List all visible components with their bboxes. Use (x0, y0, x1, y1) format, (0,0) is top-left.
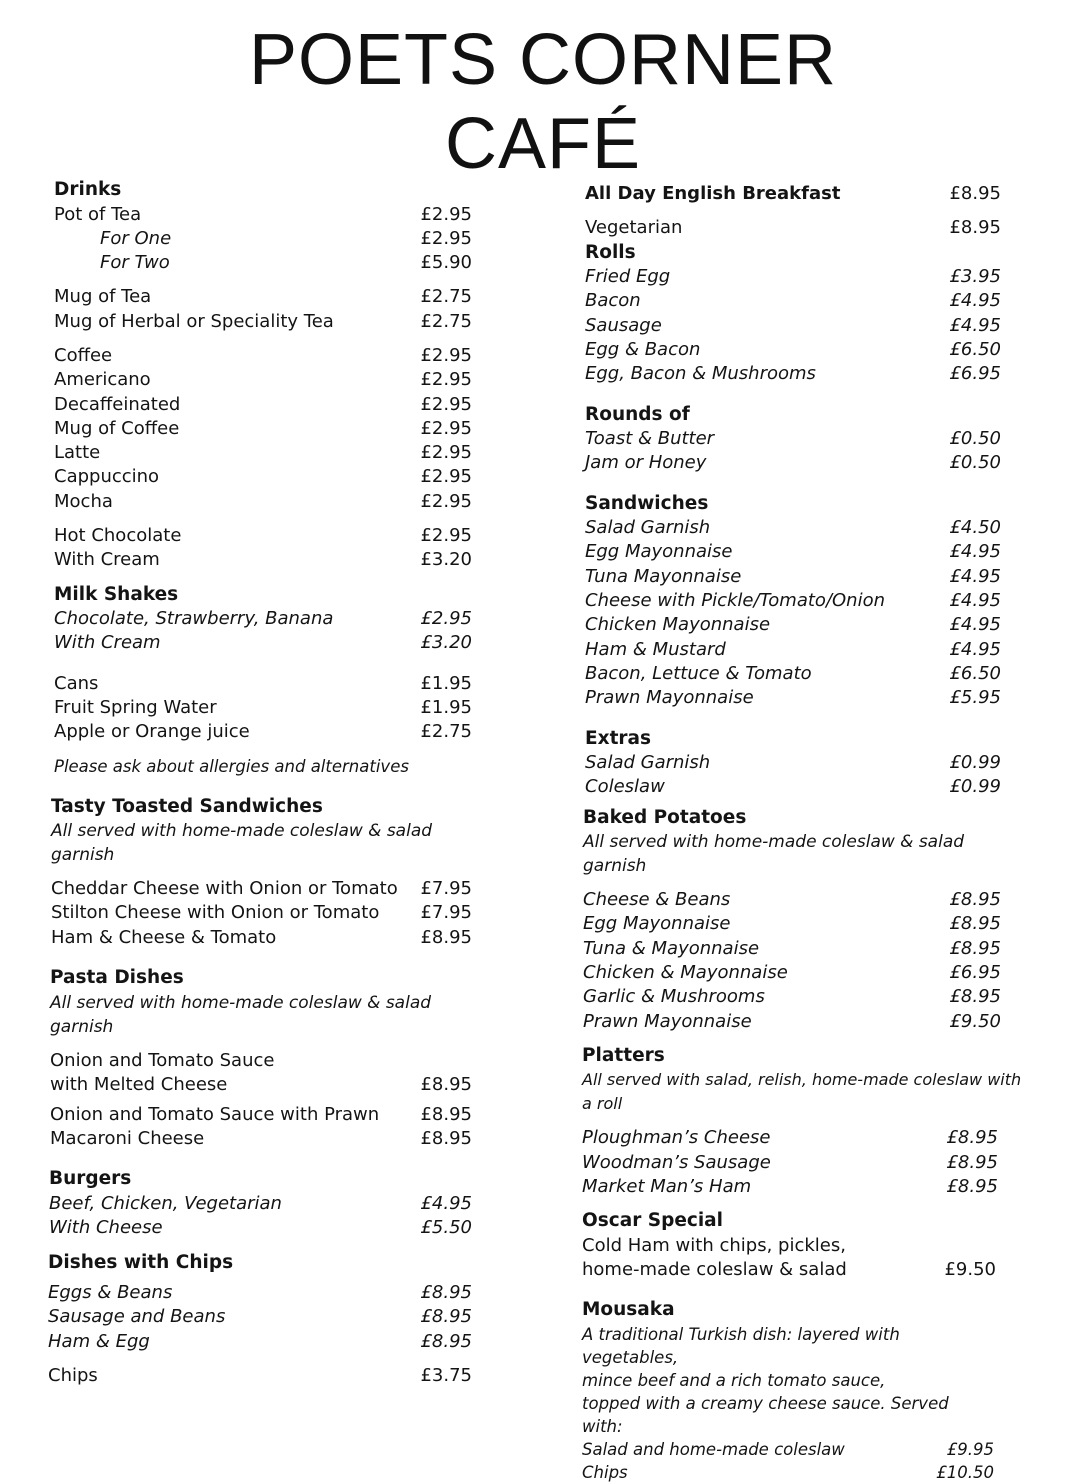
item-price: £8.95 (420, 1282, 472, 1304)
menu-item (582, 1126, 998, 1150)
item-name: Chips (582, 1462, 628, 1482)
menu-item (50, 1073, 472, 1097)
item-name: Prawn Mayonnaise (583, 1010, 752, 1032)
item-name: Apple or Orange juice (54, 721, 250, 743)
item-name: home-made coleslaw & salad (582, 1258, 847, 1280)
item-name: Mug of Tea (54, 286, 152, 308)
item-name: Ham & Mustard (585, 638, 726, 660)
menu-item (585, 338, 1001, 362)
section-title: Oscar Special (582, 1210, 723, 1232)
menu-item (54, 672, 472, 696)
section-title: Burgers (49, 1168, 132, 1190)
item-price: £7.95 (420, 878, 472, 900)
item-price: £6.95 (949, 363, 1001, 385)
section-title: Drinks (54, 179, 122, 200)
item-name: Salad Garnish (585, 752, 711, 774)
item-name: Americano (54, 369, 151, 391)
item-name: Vegetarian (585, 217, 683, 239)
cafe-title (0, 18, 1086, 186)
section-title: Tasty Toasted Sandwiches (51, 795, 323, 817)
item-name: Market Man’s Ham (582, 1176, 752, 1198)
item-price: £4.95 (949, 614, 1001, 636)
section-title: Extras (585, 727, 652, 749)
item-price: £4.95 (949, 314, 1001, 336)
right-column (582, 182, 1022, 1484)
menu-item (585, 613, 1001, 637)
item-price: £8.95 (420, 1103, 472, 1125)
section-title: Platters (582, 1044, 665, 1066)
item-price: £2.95 (420, 525, 472, 547)
item-price: £8.95 (949, 889, 1001, 911)
title-line-1: POETS CORNER (248, 20, 838, 100)
item-price: £2.75 (420, 286, 472, 308)
item-name: Chips (48, 1364, 98, 1386)
item-name: For Two (100, 252, 170, 274)
item-price: £4.95 (949, 290, 1001, 312)
item-name: Eggs & Beans (48, 1282, 173, 1304)
item-price: £1.95 (420, 672, 472, 694)
item-price: £2.95 (420, 490, 472, 512)
menu-item (54, 696, 472, 720)
menu-item-breakfast (585, 182, 1001, 206)
item-price: £9.50 (944, 1258, 996, 1280)
item-price: £3.20 (420, 549, 472, 571)
item-name: Ham & Cheese & Tomato (51, 926, 277, 948)
item-name: Sausage and Beans (48, 1306, 226, 1328)
item-name: with Melted Cheese (50, 1073, 228, 1095)
item-name: Egg & Bacon (585, 338, 701, 360)
item-price: £4.95 (420, 1192, 472, 1214)
item-price: £6.95 (949, 962, 1001, 984)
left-column (48, 178, 472, 1388)
item-price: £1.95 (420, 697, 472, 719)
menu-item (54, 417, 472, 441)
item-price: £8.95 (420, 1330, 472, 1352)
item-price: £3.95 (949, 266, 1001, 288)
menu-item (54, 227, 472, 251)
menu-item (48, 1281, 472, 1305)
item-name: Chicken Mayonnaise (585, 614, 771, 636)
section-subtitle: All served with home-made coleslaw & salad garnish (50, 992, 432, 1037)
item-name: Jam or Honey (585, 452, 707, 474)
section-dishes-with-chips (48, 1251, 472, 1389)
section-baked-potatoes (583, 806, 1001, 1034)
item-name: Cheddar Cheese with Onion or Tomato (51, 878, 398, 900)
item-price: £2.95 (420, 608, 472, 630)
item-name: Latte (54, 442, 101, 464)
menu-item (585, 516, 1001, 540)
item-name: Mug of Coffee (54, 417, 180, 439)
menu-item (48, 1330, 472, 1354)
menu-item (585, 686, 1001, 710)
item-price: £2.95 (420, 203, 472, 225)
menu-item (585, 427, 1001, 451)
menu-item-vegetarian (585, 216, 1001, 240)
menu-item (585, 362, 1001, 386)
menu-item (54, 524, 472, 548)
menu-item (51, 901, 472, 925)
section-subtitle: All served with home-made coleslaw & salad garnish (583, 832, 965, 877)
item-price: £0.99 (949, 752, 1001, 774)
item-name: Onion and Tomato Sauce with Prawn (50, 1103, 380, 1125)
menu-item (585, 314, 1001, 338)
section-burgers (49, 1167, 472, 1240)
menu-item (583, 1010, 1001, 1034)
item-name: Cheese & Beans (583, 889, 731, 911)
item-price: £8.95 (949, 937, 1001, 959)
item-price: £2.75 (420, 310, 472, 332)
item-price: £5.50 (420, 1217, 472, 1239)
item-price: £2.95 (420, 369, 472, 391)
item-price: £0.99 (949, 776, 1001, 798)
item-price: £2.95 (420, 344, 472, 366)
menu-item (49, 1216, 472, 1240)
item-price: £4.50 (949, 517, 1001, 539)
menu-item (583, 912, 1001, 936)
menu-item (54, 203, 472, 227)
menu-item (54, 548, 472, 572)
item-name: Egg Mayonnaise (583, 913, 731, 935)
menu-item (585, 451, 1001, 475)
section-title: Baked Potatoes (583, 806, 747, 828)
section-subtitle: All served with home-made coleslaw & salad garnish (51, 821, 433, 866)
item-name: Tuna Mayonnaise (585, 565, 742, 587)
item-price: £2.95 (420, 393, 472, 415)
menu-item (585, 751, 1001, 775)
section-title: Rounds of (585, 403, 690, 425)
section-pasta-dishes (50, 966, 472, 1151)
item-price: £3.20 (420, 632, 472, 654)
item-price: £4.95 (949, 638, 1001, 660)
item-price: £9.50 (949, 1010, 1001, 1032)
item-name: Bacon, Lettuce & Tomato (585, 662, 812, 684)
menu-item (585, 662, 1001, 686)
item-name: Macaroni Cheese (50, 1128, 205, 1150)
item-price: £2.95 (420, 442, 472, 464)
item-name: Salad Garnish (585, 517, 711, 539)
item-name: With Cream (54, 632, 161, 654)
menu-item (54, 285, 472, 309)
item-price: £8.95 (946, 1176, 998, 1198)
item-name: Fruit Spring Water (54, 697, 217, 719)
item-name: Chicken & Mayonnaise (583, 962, 788, 984)
item-price: £8.95 (420, 1128, 472, 1150)
item-price: £2.75 (420, 721, 472, 743)
menu-item (54, 393, 472, 417)
section-extras (585, 727, 1001, 800)
menu-item (585, 589, 1001, 613)
item-name: Hot Chocolate (54, 525, 182, 547)
item-price: £6.50 (949, 338, 1001, 360)
item-name: Prawn Mayonnaise (585, 687, 754, 709)
item-price: £4.95 (949, 590, 1001, 612)
section-oscar-special (582, 1209, 996, 1282)
menu-item (582, 1175, 998, 1199)
item-price: £2.95 (420, 466, 472, 488)
section-platters (582, 1044, 1022, 1199)
item-description: Cold Ham with chips, pickles, (582, 1234, 846, 1256)
menu-item (54, 465, 472, 489)
item-price: £4.95 (949, 565, 1001, 587)
menu-item (585, 289, 1001, 313)
item-name: Cheese with Pickle/Tomato/Onion (585, 590, 886, 612)
item-price: £8.95 (949, 183, 1001, 204)
section-title: Pasta Dishes (50, 967, 184, 989)
section-subtitle: All served with salad, relish, home-made coleslaw with a roll (582, 1070, 1022, 1114)
section-mousaka (582, 1298, 994, 1484)
section-title: Rolls (585, 241, 636, 263)
item-name: Woodman’s Sausage (582, 1151, 771, 1173)
item-price: £3.75 (420, 1364, 472, 1386)
menu-item (585, 565, 1001, 589)
section-title: Milk Shakes (54, 583, 179, 605)
title-line-2: CAFÉ (444, 104, 642, 184)
menu-item (54, 631, 472, 655)
section-sandwiches (585, 492, 1001, 711)
section-rolls (585, 241, 1001, 387)
item-name: Decaffeinated (54, 393, 181, 415)
menu-item (583, 961, 1001, 985)
menu-item (48, 1305, 472, 1329)
item-price: £10.50 (936, 1462, 994, 1482)
item-name: Egg, Bacon & Mushrooms (585, 363, 816, 385)
section-toasted-sandwiches (51, 795, 472, 950)
item-price: £0.50 (949, 452, 1001, 474)
menu-item (582, 1461, 994, 1484)
item-name: All Day English Breakfast (585, 183, 841, 204)
menu-item (583, 985, 1001, 1009)
item-price: £2.95 (420, 227, 472, 249)
item-name: Bacon (585, 290, 641, 312)
item-name: Mug of Herbal or Speciality Tea (54, 310, 334, 332)
section-title: Dishes with Chips (48, 1251, 234, 1273)
item-name: Beef, Chicken, Vegetarian (49, 1192, 282, 1214)
item-description: mince beef and a rich tomato sauce, (582, 1370, 886, 1390)
menu-item (582, 1438, 994, 1461)
menu-item (585, 638, 1001, 662)
item-name: Fried Egg (585, 266, 671, 288)
section-rounds (585, 403, 1001, 476)
item-price: £8.95 (420, 926, 472, 948)
section-title: Sandwiches (585, 492, 709, 514)
menu-item (49, 1192, 472, 1216)
item-description: A traditional Turkish dish: layered with vegetables, (582, 1324, 900, 1367)
item-price: £8.95 (949, 986, 1001, 1008)
item-price: £5.95 (949, 687, 1001, 709)
item-name: Ploughman’s Cheese (582, 1127, 771, 1149)
item-price: £2.95 (420, 417, 472, 439)
menu-item (583, 888, 1001, 912)
menu-item (54, 720, 472, 744)
item-price: £8.95 (946, 1151, 998, 1173)
menu-item (54, 441, 472, 465)
section-cans (54, 672, 472, 745)
item-name: Egg Mayonnaise (585, 541, 733, 563)
item-name: Chocolate, Strawberry, Banana (54, 608, 334, 630)
section-drinks (54, 178, 472, 573)
menu-item (585, 775, 1001, 799)
item-price: £8.95 (949, 217, 1001, 239)
item-name: Ham & Egg (48, 1330, 150, 1352)
menu-item (54, 251, 472, 275)
menu-item (51, 877, 472, 901)
menu-item (54, 344, 472, 368)
item-name: Pot of Tea (54, 203, 142, 225)
item-name: Sausage (585, 314, 662, 336)
item-price: £0.50 (949, 428, 1001, 450)
item-name: Onion and Tomato Sauce (50, 1049, 275, 1071)
menu-item (583, 937, 1001, 961)
item-description: topped with a creamy cheese sauce. Served with: (582, 1393, 949, 1436)
item-name: Stilton Cheese with Onion or Tomato (51, 902, 380, 924)
item-name: With Cream (54, 549, 160, 571)
item-name: Tuna & Mayonnaise (583, 937, 760, 959)
menu-item (582, 1151, 998, 1175)
allergy-note: Please ask about allergies and alternatives (54, 756, 409, 776)
menu-item (48, 1364, 472, 1388)
item-price: £6.50 (949, 662, 1001, 684)
item-price: £9.95 (946, 1439, 994, 1459)
section-title: Mousaka (582, 1299, 675, 1321)
menu-item (54, 310, 472, 334)
item-price: £8.95 (946, 1127, 998, 1149)
menu-item (54, 368, 472, 392)
item-name: Salad and home-made coleslaw (582, 1439, 845, 1459)
item-name: Cappuccino (54, 466, 160, 488)
item-name: Toast & Butter (585, 428, 715, 450)
menu-item (585, 265, 1001, 289)
menu-item (54, 607, 472, 631)
menu-item (582, 1258, 996, 1282)
item-price: £7.95 (420, 902, 472, 924)
item-price: £5.90 (420, 252, 472, 274)
item-name: Cans (54, 672, 99, 694)
item-name: Coleslaw (585, 776, 665, 798)
item-name: Garlic & Mushrooms (583, 986, 765, 1008)
item-price: £8.95 (420, 1306, 472, 1328)
item-name: With Cheese (49, 1217, 163, 1239)
item-name: Mocha (54, 490, 113, 512)
item-name: Coffee (54, 344, 113, 366)
menu-item (50, 1103, 472, 1127)
item-price: £8.95 (949, 913, 1001, 935)
item-price: £8.95 (420, 1073, 472, 1095)
menu-item (51, 926, 472, 950)
item-price: £4.95 (949, 541, 1001, 563)
menu-item (50, 1127, 472, 1151)
section-milk-shakes (54, 583, 472, 656)
menu-item (54, 490, 472, 514)
menu-item (585, 540, 1001, 564)
item-name: For One (100, 227, 172, 249)
